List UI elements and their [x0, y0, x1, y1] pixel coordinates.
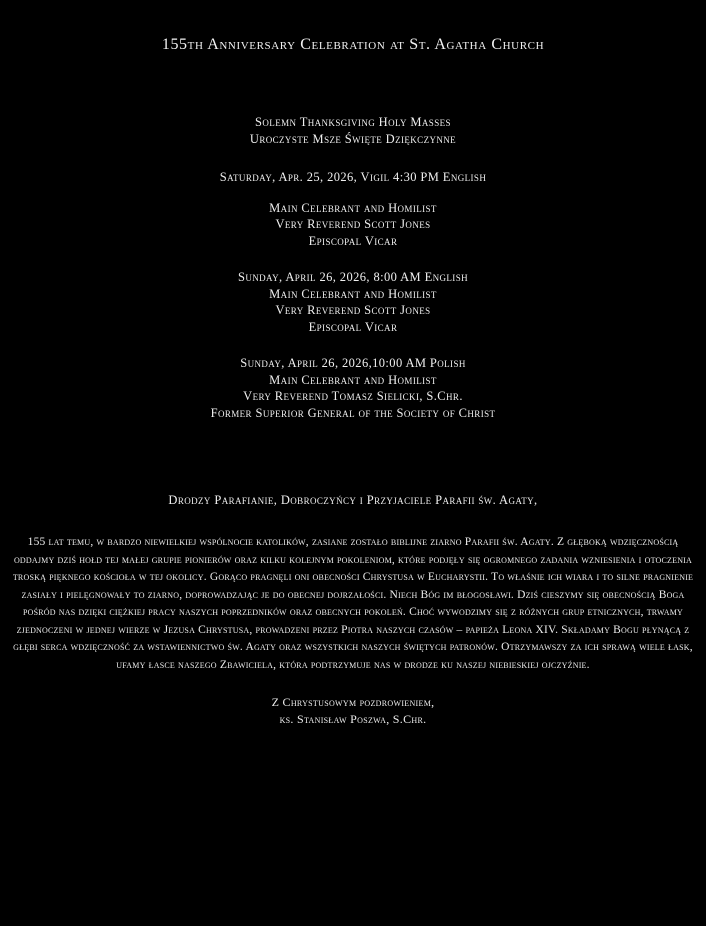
mass-schedule — [0, 114, 706, 421]
service-celebrant: Very Reverend Tomasz Sielicki, S.Chr. — [243, 389, 463, 403]
service-celebrant: Very Reverend Scott Jones — [275, 217, 431, 231]
masses-heading-polish: Uroczyste Msze Święte Dziękczynne — [249, 131, 457, 146]
service-role: Main Celebrant and Homilist — [269, 286, 437, 301]
service-datetime: Sunday, April 26, 2026,10:00 AM Polish — [240, 356, 466, 370]
service-datetime: Saturday, Apr. 25, 2026, Vigil 4:30 PM English — [219, 170, 487, 184]
spacer — [0, 147, 706, 169]
masses-heading-english: Solemn Thanksgiving Holy Masses — [255, 115, 451, 129]
letter-body-paragraph: 155 lat temu, w bardzo niewielkiej wspólnocie katolików, zasiane zostało biblijne ziarno Parafii św. Agaty. Z głęboką wdzięcznością oddajmy dziś hołd tej małej grupie pionierów oraz kilku kolejnym pokoleniom, które podjęły się ogromnego zadania wzniesienia i otoczenia troską pięknego kościoła w tej okolicy. Gorąco pragnęli oni obecności Chrystusa w Eucharystii. To właśnie ich wiara i to silne pragnienie zasiały i pielęgnowały to ziarno, doprowadzając je do obecnej dojrzałości. Niech Bóg im błogosławi. Dziś cieszymy się obecnością Boga pośród nas dzięki ciężkiej pracy naszych poprzedników oraz obecnych pokoleń. Choć wywodzimy się z różnych grup etnicznych, trwamy zjednoczeni w jednej wierze w Jezusa Chrystusa, prowadzeni przez Piotra naszych czasów – papieża Leona XIV. Składamy Bogu płynącą z głębi serca wdzięczność za wstawiennictwo św. Agaty oraz wszystkich naszych świętych patronów. Otrzymawszy za ich sprawą wiele łask, ufamy łasce naszego Zbawiciela, która podtrzymuje nas w drodze ku naszej niebieskiej ojczyźnie. — [12, 536, 694, 671]
letter-closing — [0, 694, 706, 728]
service-entry-1 — [0, 169, 706, 249]
closing-line: Z Chrystusowym pozdrowieniem, — [271, 695, 435, 709]
service-entry-3 — [0, 355, 706, 421]
spacer — [0, 335, 706, 355]
service-celebrant-title: Episcopal Vicar — [308, 233, 398, 248]
service-role: Main Celebrant and Homilist — [269, 200, 437, 215]
service-celebrant: Very Reverend Scott Jones — [275, 303, 431, 317]
service-celebrant-title: Episcopal Vicar — [308, 319, 398, 334]
spacer — [0, 186, 706, 200]
service-role: Main Celebrant and Homilist — [269, 372, 437, 387]
letter-body — [0, 534, 706, 674]
page-title: 155th Anniversary Celebration at St. Agatha Church — [161, 36, 545, 53]
spacer — [0, 249, 706, 269]
signature: ks. Stanisław Poszwa, S.Chr. — [279, 712, 427, 726]
document-page — [0, 36, 706, 926]
service-celebrant-title: Former Superior General of the Society of Christ — [210, 405, 496, 420]
letter-greeting: Drodzy Parafianie, Dobroczyńcy i Przyjaciele Parafii św. Agaty, — [168, 493, 538, 507]
service-datetime: Sunday, April 26, 2026, 8:00 AM English — [238, 270, 468, 284]
service-entry-2 — [0, 269, 706, 335]
